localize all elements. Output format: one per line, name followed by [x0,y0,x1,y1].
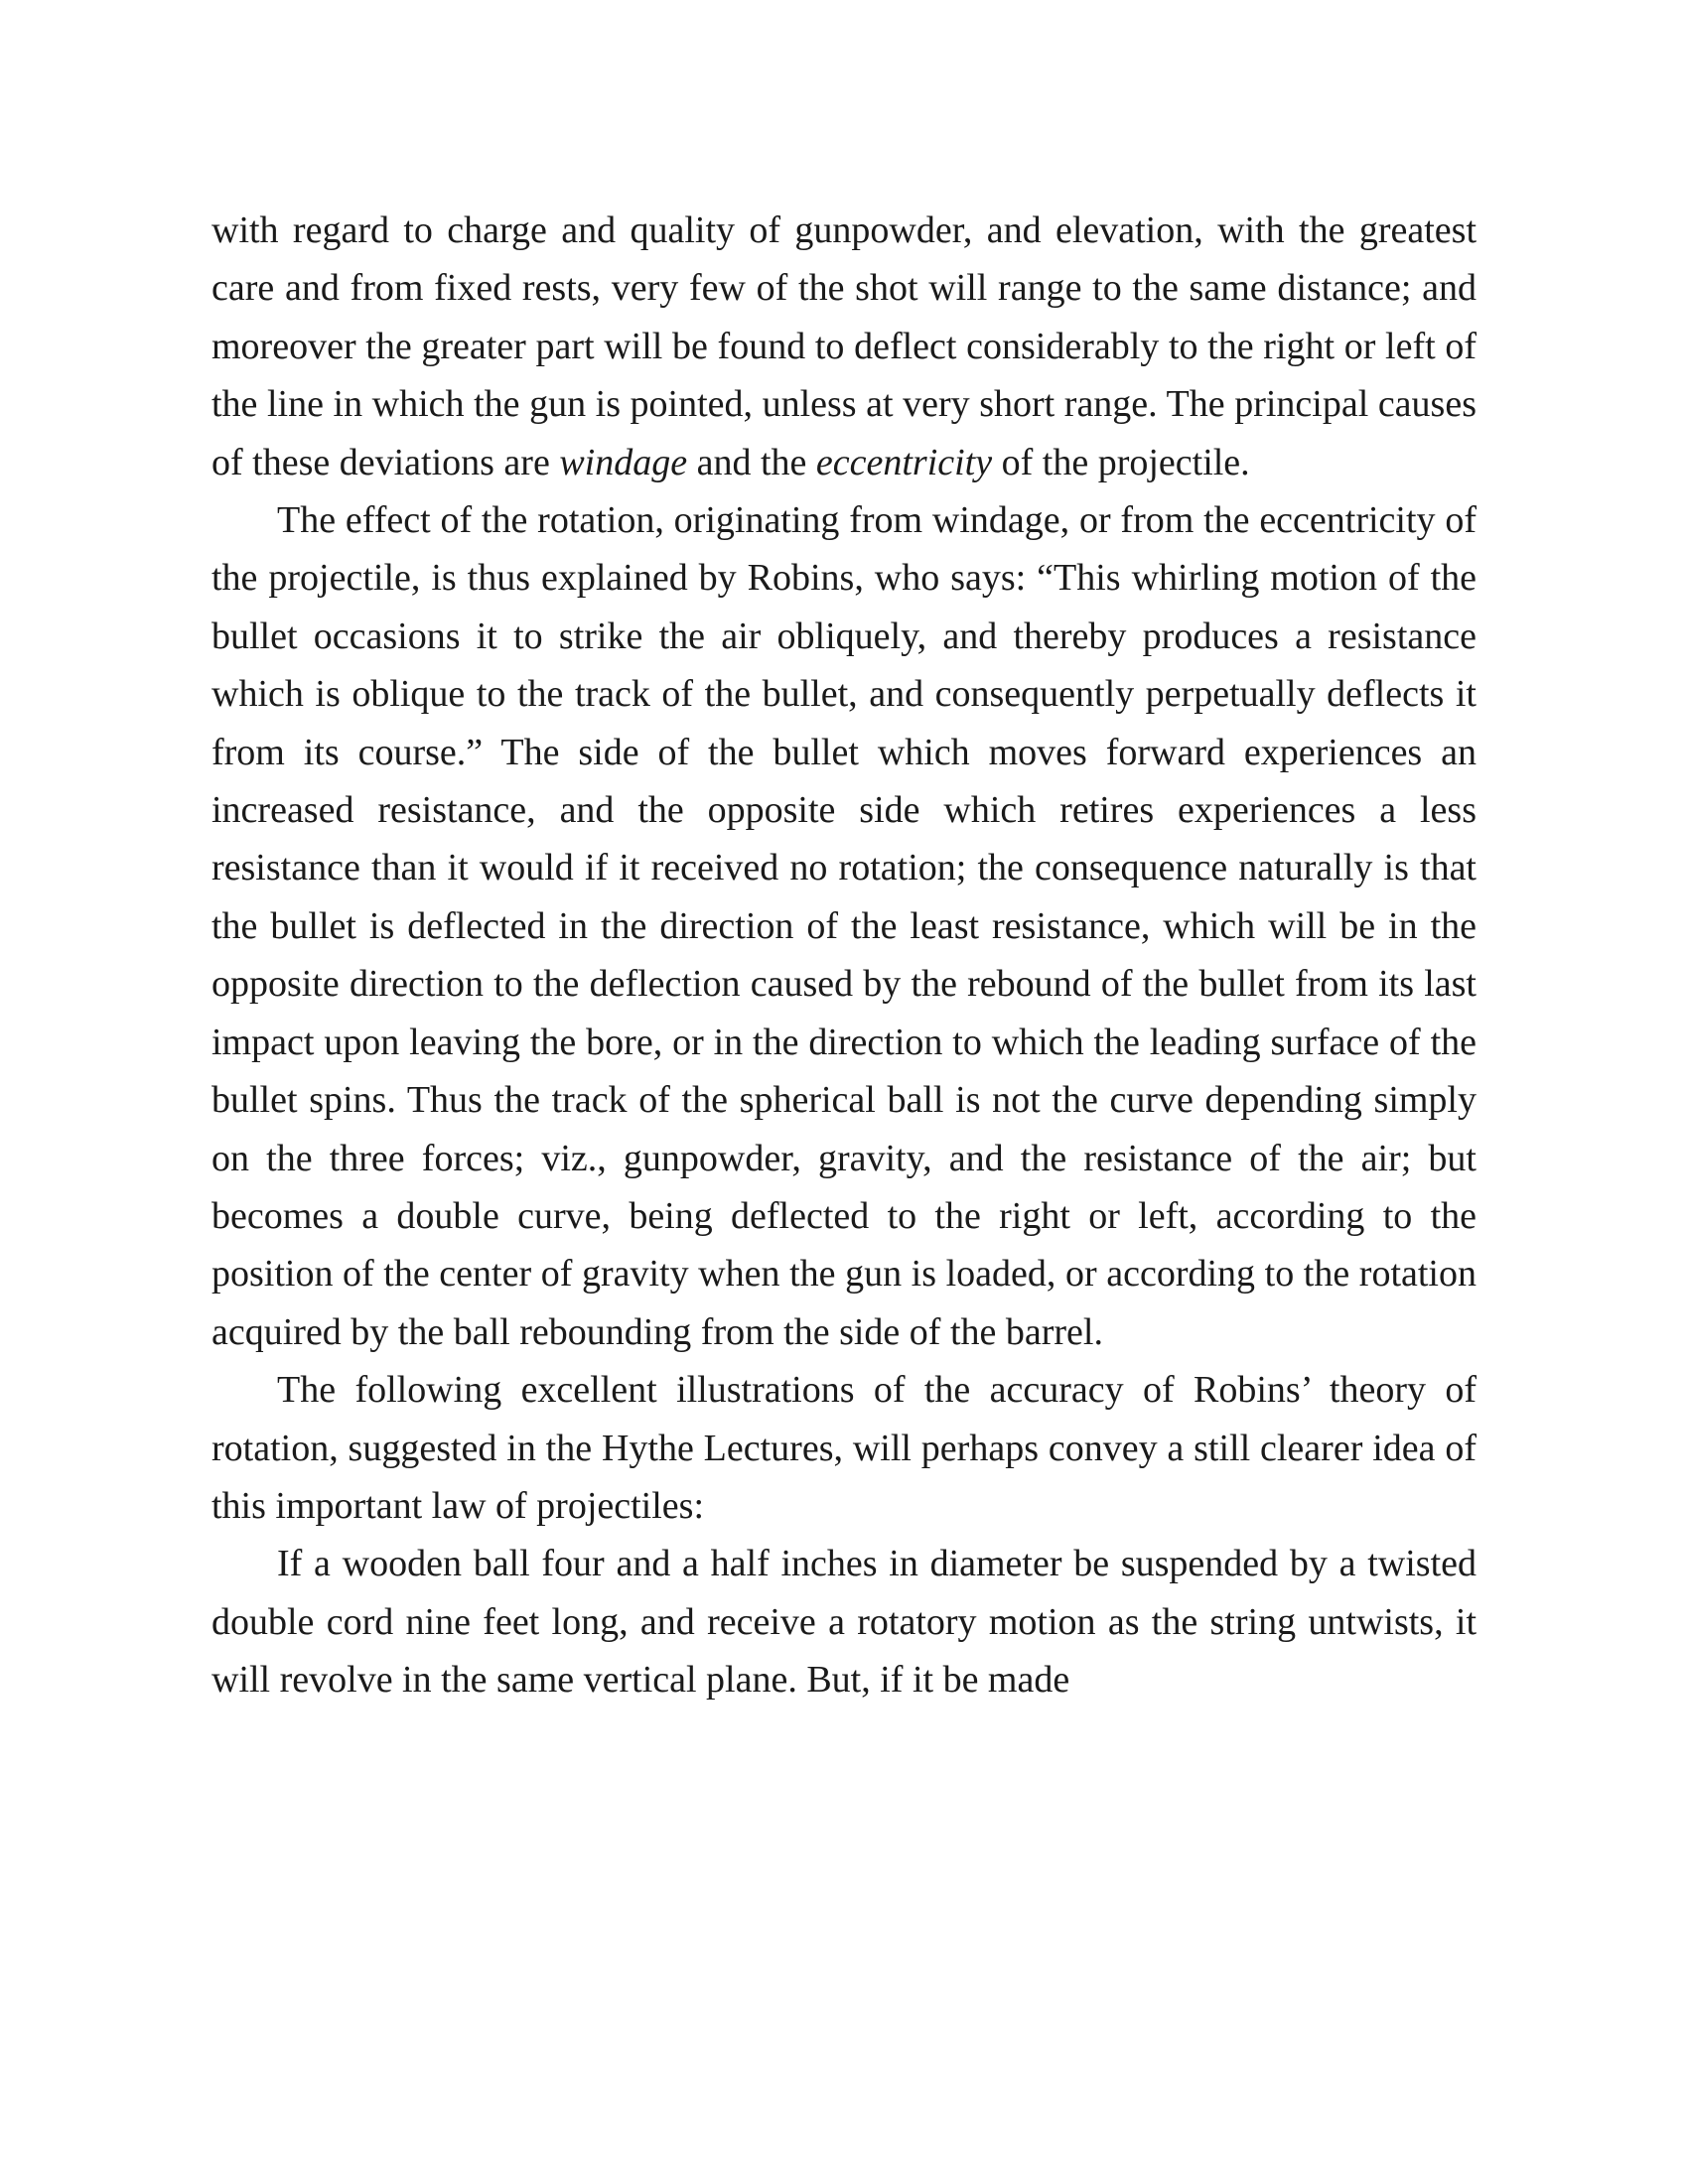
p1-text-3: of the projectile. [992,441,1250,483]
p3-text: The following excellent illustrations of the accuracy of Robins’ theory of rotation, suggested in the Hythe Lectures, will perhaps convey a still clearer idea of this important law of projectiles: [211,1369,1477,1527]
p1-text-2: and the [687,441,816,483]
term-eccentricity: eccentricity [815,441,993,483]
paragraph-1 [211,202,1477,491]
paragraph-4 [211,1535,1477,1708]
page-body [211,202,1477,1709]
paragraph-3 [211,1361,1477,1535]
paragraph-2 [211,491,1477,1361]
p1-text-1: with regard to charge and quality of gunpowder, and elevation, with the greatest care and from fixed rests, very few of the shot will range to the same distance; and moreover the greater part will be found to deflect considerably to the right or left of the line in which the gun is pointed, unless at very short range. The principal causes of these deviations are [211,209,1477,483]
p4-text: If a wooden ball four and a half inches in diameter be suspended by a twisted double cord nine feet long, and receive a rotatory motion as the string untwists, it will revolve in the same vertical plane. But, if it be made [211,1543,1477,1702]
p2-text: The effect of the rotation, originating from windage, or from the eccentricity of the projectile, is thus explained by Robins, who says: “This whirling motion of the bullet occasions it to strike the air obliquely, and thereby produces a resistance which is oblique to the track of the bullet, and consequently perpetually deflects it from its course.” The side of the bullet which moves forward experiences an increased resistance, and the opposite side which retires experiences a less resistance than it would if it received no rotation; the consequence naturally is that the bullet is deflected in the direction of the least resistance, which will be in the opposite direction to the deflection caused by the rebound of the bullet from its last impact upon leaving the bore, or in the direction to which the leading surface of the bullet spins. Thus the track of the spherical ball is not the curve depending simply on the three forces; viz., gunpowder, gravity, and the resistance of the air; but becomes a double curve, being deflected to the right or left, according to the position of the center of gravity when the gun is loaded, or according to the rotation acquired by the ball rebounding from the side of the barrel. [211,499,1477,1353]
term-windage: windage [559,441,688,483]
